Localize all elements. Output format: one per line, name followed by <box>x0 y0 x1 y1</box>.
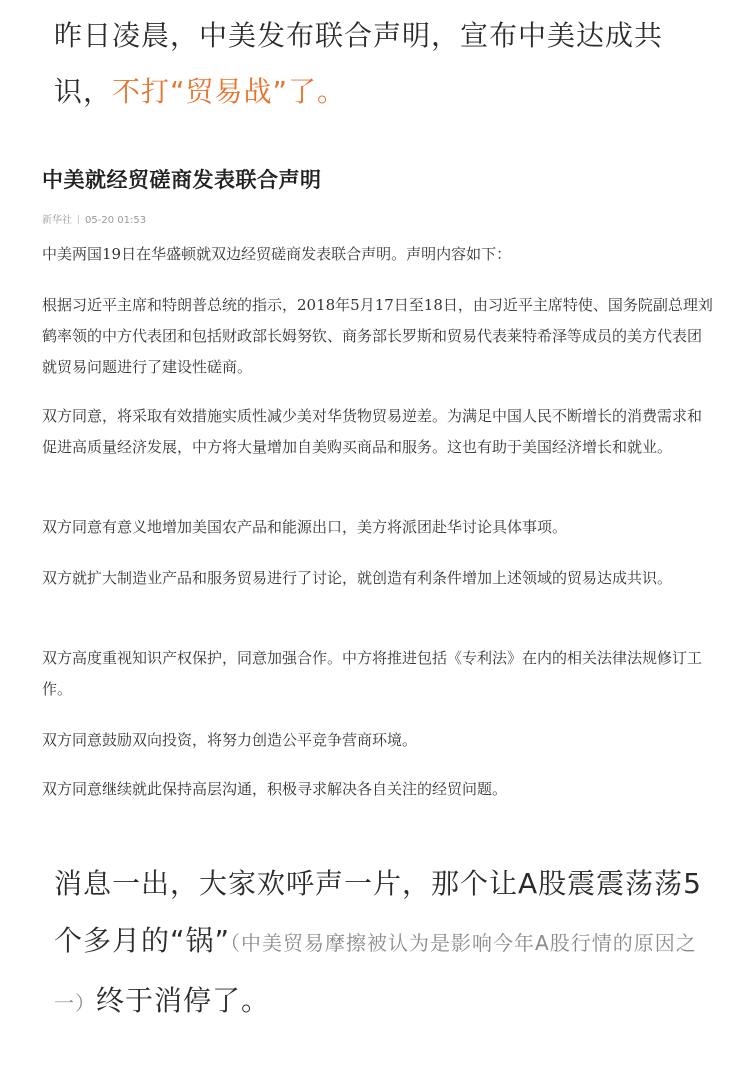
statement-meta <box>42 211 146 226</box>
outro-paragraph <box>54 855 704 1032</box>
statement-paragraph-3: 双方同意，将采取有效措施实质性减少美对华货物贸易逆差。为满足中国人民不断增长的消费需求和促进高质量经济发展，中方将大量增加自美购买商品和服务。这也有助于美国经济增长和就业。 <box>42 407 703 456</box>
statement-paragraph-5: 双方就扩大制造业产品和服务贸易进行了讨论，就创造有利条件增加上述领域的贸易达成共识。 <box>42 569 673 587</box>
outro-text: 消息一出，大家欢呼声一片，那个让A股震震荡荡5个多月的“锅” <box>54 867 702 957</box>
statement-paragraph-4: 双方同意有意义地增加美国农产品和能源出口，美方将派团赴华讨论具体事项。 <box>42 518 568 536</box>
news-screenshot <box>34 150 718 810</box>
intro-highlight: 不打“贸易战”了。 <box>112 75 347 108</box>
statement-paragraph-8: 双方同意继续就此保持高层沟通，积极寻求解决各自关注的经贸问题。 <box>42 780 508 798</box>
intro-paragraph <box>54 8 704 120</box>
outro-text-end: 终于消停了。 <box>96 984 271 1017</box>
statement-title: 中美就经贸磋商发表联合声明 <box>42 167 322 192</box>
statement-paragraph-6: 双方高度重视知识产权保护，同意加强合作。中方将推进包括《专利法》在内的相关法律法规修订工作。 <box>42 649 703 698</box>
statement-paragraph-7: 双方同意鼓励双向投资，将努力创造公平竞争营商环境。 <box>42 731 418 749</box>
meta-divider <box>78 215 79 224</box>
outro-note: （中美贸易摩擦被认为是影响今年A股行情的原因之一） <box>54 931 697 1015</box>
statement-paragraph-2: 根据习近平主席和特朗普总统的指示，2018年5月17日至18日，由习近平主席特使、国务院副总理刘鹤率领的中方代表团和包括财政部长姆努钦、商务部长罗斯和贸易代表莱特希泽等成员的美方代表团就贸易问题进行了建设性磋商。 <box>42 296 713 376</box>
source-label: 新华社 <box>42 215 72 226</box>
publish-time: 05-20 01:53 <box>85 215 147 226</box>
statement-paragraph-1: 中美两国19日在华盛顿就双边经贸磋商发表联合声明。声明内容如下： <box>42 245 512 263</box>
intro-text: 昨日凌晨，中美发布联合声明，宣布中美达成共识， <box>54 19 664 108</box>
